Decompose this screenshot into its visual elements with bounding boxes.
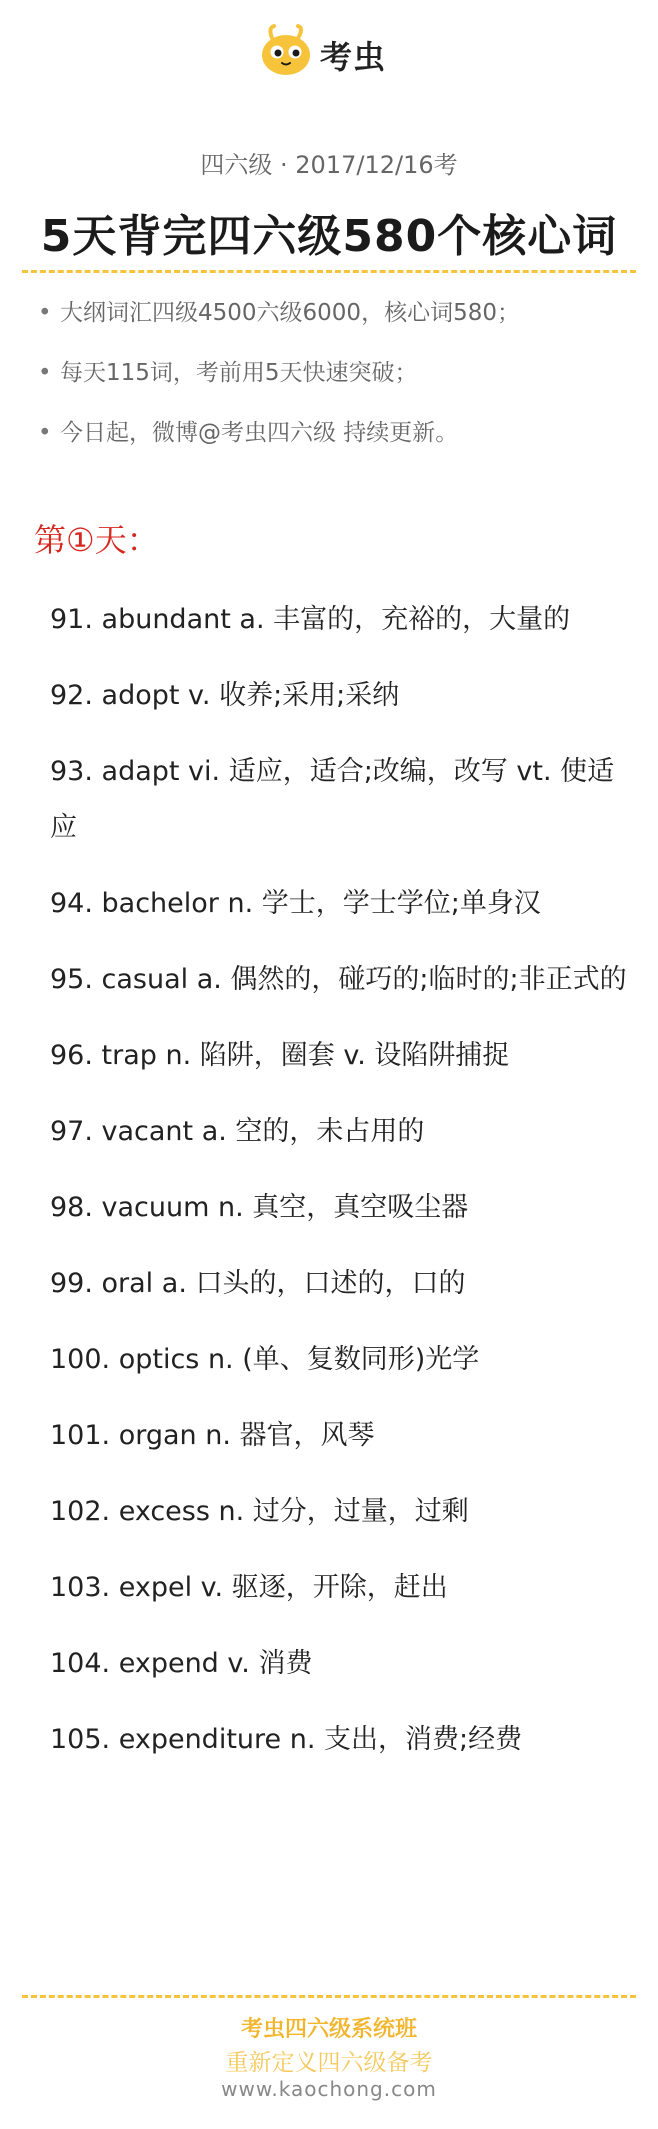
page-title: 5天背完四六级580个核心词 [40,211,618,262]
bullet-dot: • [38,300,52,326]
vocabulary-item: 101. organ n. 器官，风琴 [50,1420,375,1451]
page-header [0,0,658,110]
vocabulary-item: 92. adopt v. 收养;采用;采纳 [50,680,400,711]
bullet-dot: • [38,360,52,386]
divider-top [22,270,636,273]
intro-bullet-text: 今日起，微博@考虫四六级 持续更新。 [60,420,459,446]
logo-text: 考虫 [320,38,387,76]
vocabulary-item: 97. vacant a. 空的，未占用的 [50,1116,425,1147]
vocabulary-item: 103. expel v. 驱逐，开除，赶出 [50,1572,448,1603]
exam-date-meta: 四六级 · 2017/12/16考 [200,151,458,179]
intro-bullet [38,297,628,357]
vocabulary-list [50,592,636,1788]
footer-brand: 考虫四六级系统班 [240,2017,417,2042]
vocabulary-item: 95. casual a. 偶然的，碰巧的;临时的;非正式的 [50,964,627,995]
intro-bullet-text: 每天115词，考前用5天快速突破； [60,360,418,386]
divider-bottom [22,1995,636,1998]
vocabulary-item: 96. trap n. 陷阱，圈套 v. 设陷阱捕捉 [50,1040,510,1071]
kaochong-bug-logo-icon [258,22,314,78]
vocabulary-item: 94. bachelor n. 学士，学士学位;单身汉 [50,888,541,919]
intro-bullet-list [38,297,628,477]
kaochong-logo [258,22,408,82]
vocabulary-item: 105. expenditure n. 支出，消费;经费 [50,1724,523,1755]
footer-slogan: 重新定义四六级备考 [225,2050,433,2076]
vocabulary-item: 93. adapt vi. 适应，适合;改编，改写 vt. 使适应 [50,756,615,843]
vocabulary-item: 100. optics n. (单、复数同形)光学 [50,1344,480,1375]
vocabulary-item: 99. oral a. 口头的，口述的，口的 [50,1268,466,1299]
intro-bullet [38,417,628,477]
day-label: 第①天： [34,521,159,559]
vocabulary-item: 91. abundant a. 丰富的，充裕的，大量的 [50,604,571,635]
vocabulary-item: 102. excess n. 过分，过量，过剩 [50,1496,469,1527]
intro-bullet [38,357,628,417]
footer-url: www.kaochong.com [221,2077,437,2101]
bullet-dot: • [38,420,52,446]
vocabulary-item: 98. vacuum n. 真空，真空吸尘器 [50,1192,469,1223]
intro-bullet-text: 大纲词汇四级4500六级6000，核心词580； [60,300,520,326]
vocabulary-item: 104. expend v. 消费 [50,1648,313,1679]
